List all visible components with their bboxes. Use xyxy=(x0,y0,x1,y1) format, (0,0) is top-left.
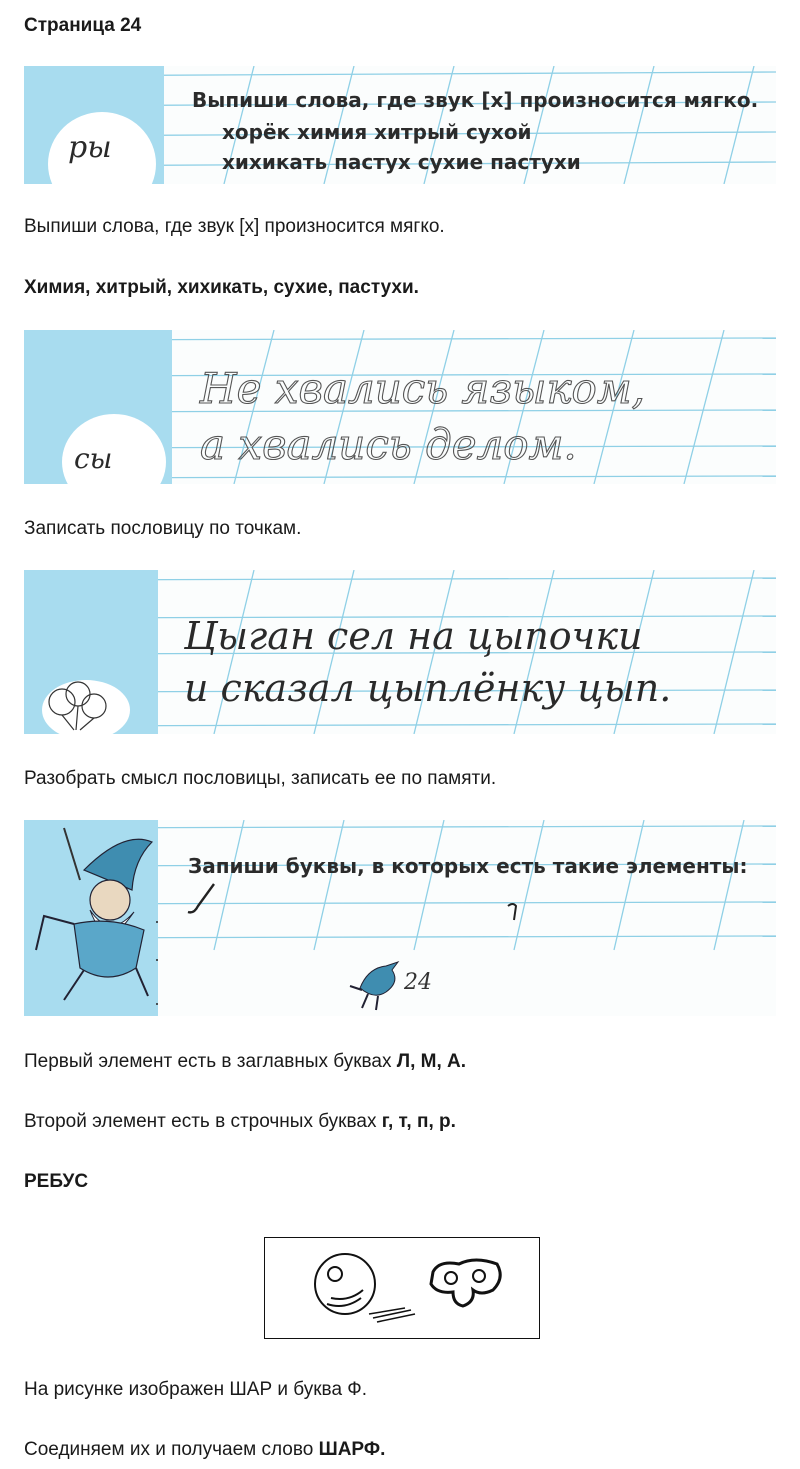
instruction-text-3: Разобрать смысл пословицы, записать ее по памяти. xyxy=(24,768,497,789)
cursive-line-2: и сказал цыплёнку цып. xyxy=(184,666,672,710)
page-title: Страница 24 xyxy=(24,15,142,36)
panel-side xyxy=(24,66,164,184)
answer-text-1: Химия, хитрый, хихикать, сухие, пастухи. xyxy=(24,277,419,298)
exercise-panel-3 xyxy=(24,570,776,734)
task-heading: Выпиши слова, где звук [х] произносится мягко. xyxy=(192,88,759,112)
gnome-illustration xyxy=(24,820,158,1016)
instruction-text-2: Записать пословицу по точкам. xyxy=(24,518,302,539)
rebus-answer: Соединяем их и получаем слово ШАРФ. xyxy=(24,1439,386,1460)
dotted-proverb-line-1: Не хвались языком, xyxy=(200,364,645,413)
exercise-panel-1 xyxy=(24,66,776,184)
task-heading: Запиши буквы, в которых есть такие элементы: xyxy=(188,854,748,878)
rebus-picture xyxy=(264,1237,540,1339)
ball-and-letter-icon xyxy=(265,1238,538,1337)
element-stroke-1 xyxy=(184,880,224,920)
exercise-panel-2 xyxy=(24,330,776,484)
panel-side xyxy=(24,570,158,734)
element-stroke-2 xyxy=(504,900,524,924)
balloons-icon xyxy=(24,570,158,734)
word-list-line-2: хихикать пастух сухие пастухи xyxy=(222,150,581,174)
panel-side xyxy=(24,820,158,1016)
word-list-line-1: хорёк химия хитрый сухой xyxy=(222,120,532,144)
page-number: 24 xyxy=(404,970,432,995)
circle-decoration xyxy=(24,66,164,184)
rebus-explanation: На рисунке изображен ШАР и буква Ф. xyxy=(24,1379,368,1400)
exercise-panel-4 xyxy=(24,820,776,1016)
dotted-proverb-line-2: а хвались делом. xyxy=(200,420,577,469)
syllable-label: сы xyxy=(74,442,113,475)
answer-text-first-element: Первый элемент есть в заглавных буквах Л, М, А. xyxy=(24,1051,467,1072)
bird-icon xyxy=(346,952,406,1012)
cursive-line-1: Цыган сел на цыпочки xyxy=(184,614,643,658)
answer-text-second-element: Второй элемент есть в строчных буквах г, т, п, р. xyxy=(24,1111,456,1132)
syllable-label: ры xyxy=(68,130,112,165)
rebus-heading: РЕБУС xyxy=(24,1171,89,1192)
instruction-text-1: Выпиши слова, где звук [х] произносится мягко. xyxy=(24,216,445,237)
